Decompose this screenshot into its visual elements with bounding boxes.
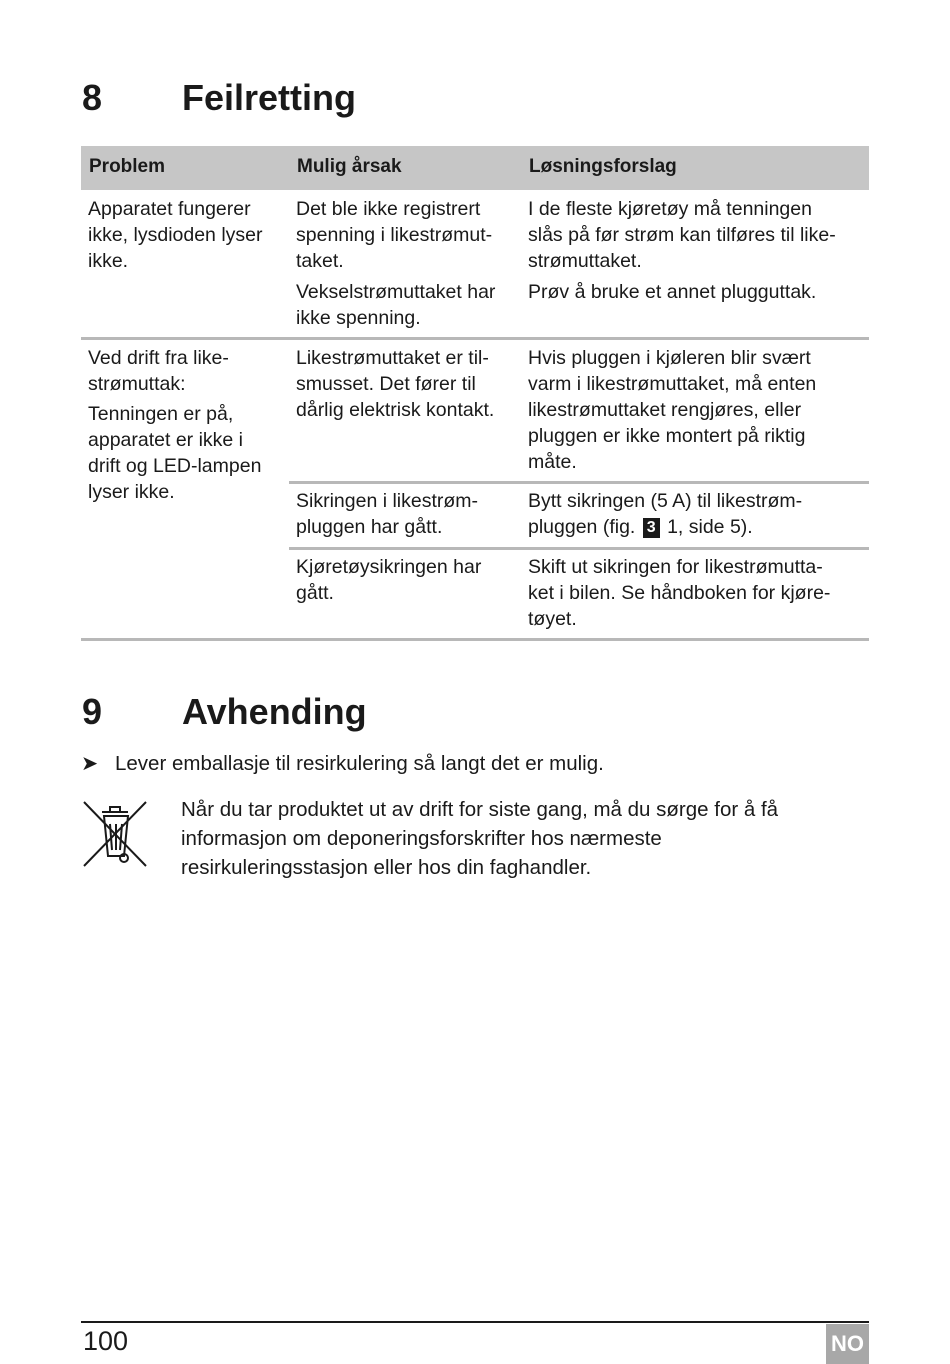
table-header-row: [81, 146, 869, 190]
header-cause: Mulig årsak: [297, 156, 402, 177]
table-bottom-rule: [81, 638, 869, 641]
row1-problem: Apparatet fungerer ikke, lysdioden lyser ikke.: [88, 198, 263, 272]
section-title: Avhending: [182, 691, 367, 732]
subrow-divider: [289, 547, 869, 550]
section-9-heading: [82, 691, 367, 732]
disposal-note: Når du tar produktet ut av drift for siste gang, må du sørge for å få informasjon om deponeringsforskrifter hos nærmeste resirkuleringsstasjon eller hos din faghandler.: [181, 798, 779, 879]
row-divider: [81, 337, 869, 340]
bullet-text: Lever emballasje til resirkulering så langt det er mulig.: [115, 752, 604, 775]
figure-reference-badge: 3: [643, 518, 660, 538]
section-title: Feilretting: [182, 77, 357, 118]
footer-rule: [81, 1321, 869, 1323]
row1-solution-1: I de fleste kjøretøy må tenningen slås på før strøm kan tilføres til like- strømuttaket.: [528, 198, 836, 272]
row2-cause-3: Kjøretøysikringen har gått.: [296, 556, 482, 604]
row2-solution-1: Hvis pluggen i kjøleren blir svært varm i likestrømuttaket, må enten likestrømuttaket rengjøres, eller pluggen er ikke montert på riktig måte.: [528, 347, 817, 473]
language-badge: NO: [826, 1324, 869, 1364]
page-number: 100: [83, 1326, 129, 1356]
packaging-bullet: [81, 751, 604, 777]
subrow-divider: [289, 481, 869, 484]
row1-cause-1: Det ble ikke registrert spenning i likestrømut- taket.: [296, 198, 493, 272]
arrow-bullet-icon: ➤: [81, 752, 99, 775]
row2-cause-1: Likestrømuttaket er til- smusset. Det fører til dårlig elektrisk kontakt.: [296, 347, 495, 421]
row1-cause-2: Vekselstrømuttaket har ikke spenning.: [296, 281, 496, 329]
crossed-out-wheelie-bin-icon: [80, 798, 150, 870]
row2-solution-3: Skift ut sikringen for likestrømutta- ket i bilen. Se håndboken for kjøre- tøyet.: [528, 556, 831, 630]
section-number: 8: [82, 77, 103, 118]
row1-solution-2: Prøv å bruke et annet plugguttak.: [528, 281, 817, 303]
header-solution: Løsningsforslag: [529, 156, 677, 177]
row2-problem: Ved drift fra like- strømuttak: Tenningen er på, apparatet er ikke i drift og LED-lampen lyser ikke.: [88, 347, 262, 503]
section-number: 9: [82, 691, 103, 732]
row2-solution-2: Bytt sikringen (5 A) til likestrøm- pluggen (fig. 3 1, side 5).: [528, 490, 803, 538]
section-8-heading: [82, 77, 357, 118]
header-problem: Problem: [89, 156, 166, 177]
row2-cause-2: Sikringen i likestrøm- pluggen har gått.: [296, 490, 479, 538]
